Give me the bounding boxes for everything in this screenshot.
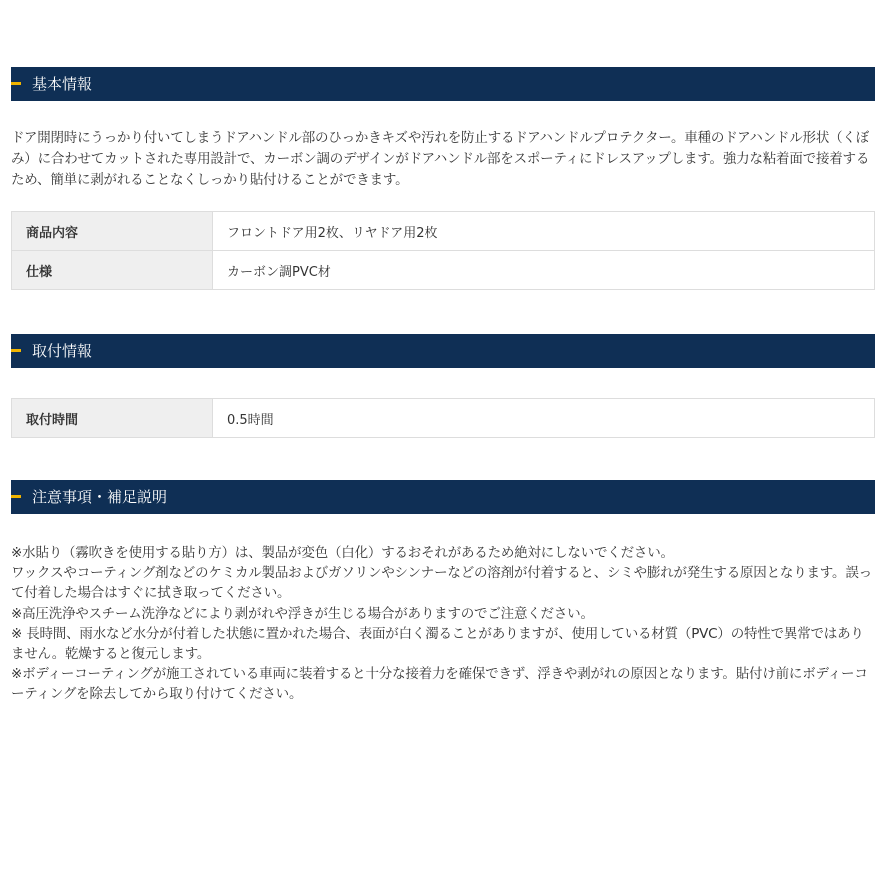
row-label-contents: 商品内容: [12, 212, 213, 251]
row-value-spec: カーボン調PVC材: [213, 251, 875, 290]
section-title: 取付情報: [32, 342, 93, 360]
table-row: [12, 251, 875, 290]
notes-list: [11, 543, 875, 705]
install-info-table: [11, 398, 875, 438]
basic-info-table: [11, 211, 875, 290]
section-header-install-info: [11, 334, 875, 368]
row-label-spec: 仕様: [12, 251, 213, 290]
note-item: ※水貼り（霧吹きを使用する貼り方）は、製品が変色（白化）するおそれがあるため絶対にしないでください。: [11, 545, 674, 561]
section-header-basic-info: [11, 67, 875, 101]
table-row: [12, 212, 875, 251]
note-item: ※高圧洗浄やスチーム洗浄などにより剥がれや浮きが生じる場合がありますのでご注意ください。: [11, 605, 594, 622]
row-value-contents: フロントドア用2枚、リヤドア用2枚: [213, 212, 875, 251]
section-title: 基本情報: [32, 75, 93, 93]
section-header-notes: [11, 480, 875, 514]
table-row: [12, 399, 875, 438]
section-accent-bar: [11, 82, 21, 85]
section-title: 注意事項・補足説明: [32, 488, 168, 506]
section-accent-bar: [11, 495, 21, 498]
note-item: ※ボディーコーティングが施工されている車両に装着すると十分な接着力を確保できず、浮きや剥がれの原因となります。貼付け前にボディーコーティングを除去してから取り付けてください。: [11, 666, 868, 703]
row-value-install-time: 0.5時間: [213, 399, 875, 438]
product-description: ドア開閉時にうっかり付いてしまうドアハンドル部のひっかきキズや汚れを防止するドアハンドルプロテクター。車種のドアハンドル形状（くぼみ）に合わせてカットされた専用設計で、カーボン調のデザインがドアハンドル部をスポーティにドレスアップします。強力な粘着面で接着するため、簡単に剥がれることなくしっかり貼付けることができます。: [11, 130, 870, 188]
note-item: ※ 長時間、雨水など水分が付着した状態に置かれた場合、表面が白く濁ることがありますが、使用している材質（PVC）の特性で異常ではありません。乾燥すると復元します。: [11, 625, 864, 663]
row-label-install-time: 取付時間: [12, 399, 213, 438]
note-item: ワックスやコーティング剤などのケミカル製品およびガソリンやシンナーなどの溶剤が付着すると、シミや膨れが発生する原因となります。誤って付着した場合はすぐに拭き取ってください。: [11, 565, 872, 602]
section-accent-bar: [11, 349, 21, 352]
